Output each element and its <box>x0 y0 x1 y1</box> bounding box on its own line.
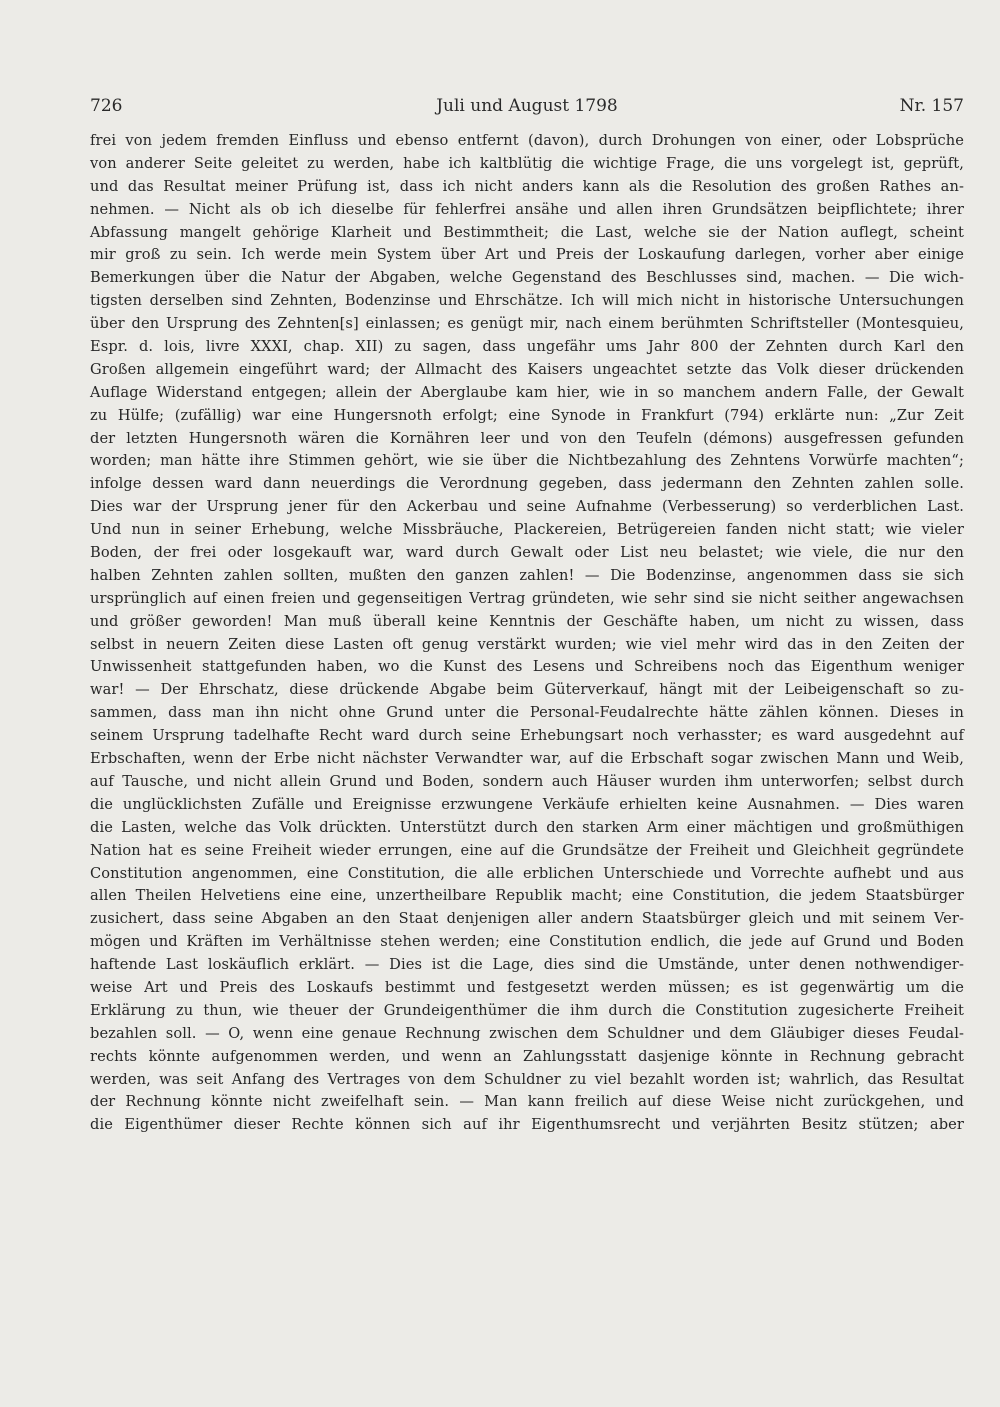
text-line: zusichert, dass seine Abgaben an den Staat denjenigen aller andern Staatsbürger gleich und mit seinem Ver- <box>90 910 964 928</box>
text-line: Abfassung mangelt gehörige Klarheit und Bestimmtheit; die Last, welche sie der Nation auflegt, scheint <box>90 223 964 241</box>
text-line: infolge dessen ward dann neuerdings die Verordnung gegeben, dass jedermann den Zehnten zahlen solle. <box>90 475 964 493</box>
text-line: über den Ursprung des Zehnten[s] einlassen; es genügt mir, nach einem berühmten Schriftsteller (Montesquieu, <box>90 315 964 333</box>
text-line: Erbschaften, wenn der Erbe nicht nächster Verwandter war, auf die Erbschaft sogar zwischen Mann und Weib, <box>90 750 964 768</box>
text-line: und größer geworden! Man muß überall keine Kenntnis der Geschäfte haben, um nicht zu wissen, dass <box>90 612 964 630</box>
text-line: tigsten derselben sind Zehnten, Bodenzinse und Ehrschätze. Ich will mich nicht in historische Untersuchungen <box>90 292 964 310</box>
text-line: auf Tausche, und nicht allein Grund und Boden, sondern auch Häuser wurden ihm unterworfen; selbst durch <box>90 772 964 790</box>
text-line: mögen und Kräften im Verhältnisse stehen werden; eine Constitution endlich, die jede auf Grund und Boden <box>90 933 964 951</box>
text-line: der letzten Hungersnoth wären die Kornähren leer und von den Teufeln (démons) ausgefressen gefunden <box>90 429 964 447</box>
text-line: Auflage Widerstand entgegen; allein der Aberglaube kam hier, wie in so manchem andern Falle, der Gewalt <box>90 383 964 401</box>
text-line: der Rechnung könnte nicht zweifelhaft sein. — Man kann freilich auf diese Weise nicht zurückgehen, und <box>90 1093 964 1111</box>
text-line: von anderer Seite geleitet zu werden, habe ich kaltblütig die wichtige Frage, die uns vorgelegt ist, geprüft, <box>90 154 964 172</box>
text-line: frei von jedem fremden Einfluss und ebenso entfernt (davon), durch Drohungen von einer, oder Lobsprüche <box>90 132 964 149</box>
running-title: Juli und August 1798 <box>436 96 618 116</box>
text-line: bezahlen soll. — O, wenn eine genaue Rechnung zwischen dem Schuldner und dem Gläubiger dieses Feudal- <box>90 1024 964 1042</box>
text-line: die unglücklichsten Zufälle und Ereignisse erzwungene Verkäufe erhielten keine Ausnahmen. — Dies waren <box>90 795 964 813</box>
text-line: haftende Last loskäuflich erklärt. — Dies ist die Lage, dies sind die Umstände, unter denen nothwendiger- <box>90 956 964 974</box>
text-line: mir groß zu sein. Ich werde mein System über Art und Preis der Loskaufung darlegen, vorher aber einige <box>90 246 964 264</box>
text-line: Unwissenheit stattgefunden haben, wo die Kunst des Lesens und Schreibens noch das Eigenthum weniger <box>90 658 964 676</box>
text-line: Espr. d. lois, livre XXXI, chap. XII) zu sagen, dass ungefähr ums Jahr 800 der Zehnten durch Karl den <box>90 338 964 356</box>
text-line: werden, was seit Anfang des Vertrages von dem Schuldner zu viel bezahlt worden ist; wahrlich, das Resultat <box>90 1070 964 1088</box>
text-line: rechts könnte aufgenommen werden, und wenn an Zahlungsstatt dasjenige könnte in Rechnung gebracht <box>90 1047 964 1065</box>
body-text <box>90 130 964 1137</box>
text-line: worden; man hätte ihre Stimmen gehört, wie sie über die Nichtbezahlung des Zehntens Vorwürfe machten“; <box>90 452 964 470</box>
text-line: sammen, dass man ihn nicht ohne Grund unter die Personal-Feudalrechte hätte zählen können. Dieses in <box>90 704 964 722</box>
text-line: Und nun in seiner Erhebung, welche Missbräuche, Plackereien, Betrügereien fanden nicht statt; wie vieler <box>90 521 964 539</box>
text-line: nehmen. — Nicht als ob ich dieselbe für fehlerfrei ansähe und allen ihren Grundsätzen beipflichtete; ihrer <box>90 200 964 218</box>
text-line: Boden, der frei oder losgekauft war, ward durch Gewalt oder List neu belastet; wie viele, die nur den <box>90 544 964 562</box>
text-line: zu Hülfe; (zufällig) war eine Hungersnoth erfolgt; eine Synode in Frankfurt (794) erklärte nun: „Zur Zeit <box>90 406 964 424</box>
text-line: ursprünglich auf einen freien und gegenseitigen Vertrag gründeten, wie sehr sind sie nicht seither angewachsen <box>90 589 964 607</box>
text-line: Dies war der Ursprung jener für den Ackerbau und seine Aufnahme (Verbesserung) so verderblichen Last. <box>90 498 964 516</box>
text-line: Bemerkungen über die Natur der Abgaben, welche Gegenstand des Beschlusses sind, machen. — Die wich- <box>90 269 964 287</box>
text-line: halben Zehnten zahlen sollten, mußten den ganzen zahlen! — Die Bodenzinse, angenommen dass sie sich <box>90 566 964 584</box>
text-line: Erklärung zu thun, wie theuer der Grundeigenthümer die ihm durch die Constitution zugesicherte Freiheit <box>90 1001 964 1019</box>
text-line: selbst in neuern Zeiten diese Lasten oft genug verstärkt wurden; wie viel mehr wird das in den Zeiten der <box>90 635 964 653</box>
text-line: weise Art und Preis des Loskaufs bestimmt und festgesetzt werden müssen; es ist gegenwärtig um die <box>90 978 964 996</box>
running-header <box>90 96 964 120</box>
text-line: war! — Der Ehrschatz, diese drückende Abgabe beim Güterverkauf, hängt mit der Leibeigenschaft so zu- <box>90 681 964 699</box>
text-line: Constitution angenommen, eine Constitution, die alle erblichen Unterschiede und Vorrechte aufhebt und aus <box>90 864 964 882</box>
text-line: Großen allgemein eingeführt ward; der Allmacht des Kaisers ungeachtet setzte das Volk dieser drückenden <box>90 360 964 378</box>
text-line: Nation hat es seine Freiheit wieder errungen, eine auf die Grundsätze der Freiheit und Gleichheit gegründete <box>90 841 964 859</box>
text-line: allen Theilen Helvetiens eine eine, unzertheilbare Republik macht; eine Constitution, die jedem Staatsbürger <box>90 887 964 905</box>
page-number: 726 <box>90 96 123 116</box>
document-number: Nr. 157 <box>899 96 964 116</box>
text-line: die Lasten, welche das Volk drückten. Unterstützt durch den starken Arm einer mächtigen und großmüthigen <box>90 818 964 836</box>
text-line: die Eigenthümer dieser Rechte können sich auf ihr Eigenthumsrecht und verjährten Besitz stützen; aber <box>90 1116 964 1134</box>
text-line: und das Resultat meiner Prüfung ist, dass ich nicht anders kann als die Resolution des großen Rathes an- <box>90 177 964 195</box>
text-line: seinem Ursprung tadelhafte Recht ward durch seine Erhebungsart noch verhasster; es ward ausgedehnt auf <box>90 727 964 745</box>
